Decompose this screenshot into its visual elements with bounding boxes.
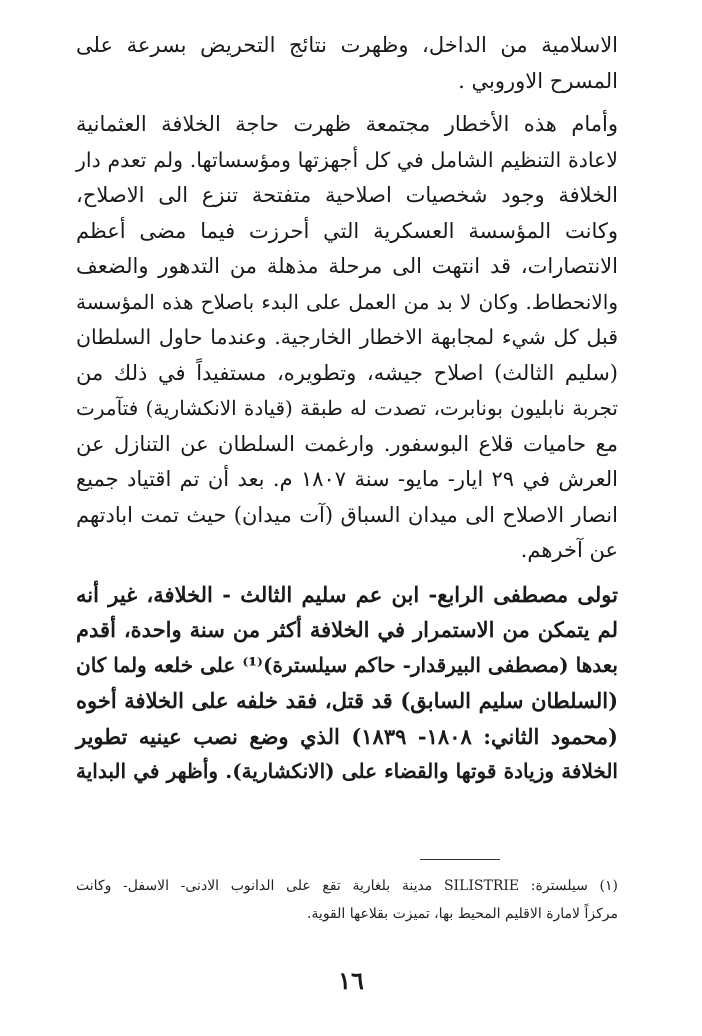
text-line: عن آخرهم.	[520, 538, 618, 562]
text-line: (سليم الثالث) اصلاح جيشه، وتطويره، مستفيداً في ذلك من	[76, 360, 618, 385]
text-line: الانتصارات، قد انتهت الى مرحلة مذهلة من التدهور والضعف	[76, 254, 618, 278]
text-line: الاسلامية من الداخل، وظهرت نتائج التحريض بسرعة على	[76, 33, 618, 57]
text-line: الخلافة وزيادة قوتها والقضاء على (الانكشارية). وأظهر في البداية	[76, 759, 618, 783]
text-line: لاعادة التنظيم الشامل في كل أجهزتها ومؤسساتها. ولم تعدم دار	[76, 147, 618, 172]
text-line: انصار الاصلاح الى ميدان السباق (آت ميدان) حيث تمت ابادتهم	[76, 502, 618, 527]
text-line: (السلطان سليم السابق) قد قتل، فقد خلفه على الخلافة أخوه	[76, 688, 618, 713]
footnote	[76, 872, 618, 928]
text-line: مع حاميات قلاع البوسفور. وارغمت السلطان عن التنازل عن	[76, 431, 618, 456]
text-line: بعدها (مصطفى البيرقدار- حاكم سيلسترة)⁽¹⁾ على خلعه ولما كان	[76, 652, 618, 677]
paragraph-1	[76, 28, 618, 99]
text-line: تولى مصطفى الرابع- ابن عم سليم الثالث - الخلافة، غير أنه	[76, 581, 618, 607]
footnote-line: مركزاً لامارة الاقليم المحيط بها، تميزت بقلاعها القوية.	[306, 906, 618, 922]
footnote-line: (١) سيلسترة: SILISTRIE مدينة بلغارية تقع على الدانوب الادنى- الاسفل- وكانت	[76, 878, 618, 894]
paragraph-2	[76, 107, 618, 569]
text-line: لم يتمكن من الاستمرار في الخلافة أكثر من سنة واحدة، أقدم	[76, 617, 618, 642]
text-line: الخلافة وجود شخصيات اصلاحية متفتحة تنزع الى الاصلاح،	[76, 183, 618, 207]
page-number: ١٦	[338, 966, 364, 995]
paragraph-3	[76, 577, 618, 790]
body-text	[76, 28, 618, 798]
text-line: قبل كل شيء لمجابهة الاخطار الخارجية. وعندما حاول السلطان	[76, 325, 618, 349]
text-line: تجربة نابليون بونابرت، تصدت له طبقة (قيادة الانكشارية) فتآمرت	[76, 396, 618, 420]
text-line: والانحطاط. وكان لا بد من العمل على البدء باصلاح هذه المؤسسة	[76, 289, 618, 314]
text-line: (محمود الثاني: ١٨٠٨- ١٨٣٩) الذي وضع نصب عينيه تطوير	[76, 723, 618, 749]
text-line: المسرح الاوروبي .	[458, 68, 618, 93]
footnote-divider	[420, 859, 500, 860]
text-line: وأمام هذه الأخطار مجتمعة ظهرت حاجة الخلافة العثمانية	[76, 112, 618, 136]
text-line: وكانت المؤسسة العسكرية التي أحرزت فيما مضى أعظم	[76, 218, 618, 243]
text-line: العرش في ٢٩ ايار- مايو- سنة ١٨٠٧ م. بعد أن تم اقتياد جميع	[76, 467, 618, 491]
